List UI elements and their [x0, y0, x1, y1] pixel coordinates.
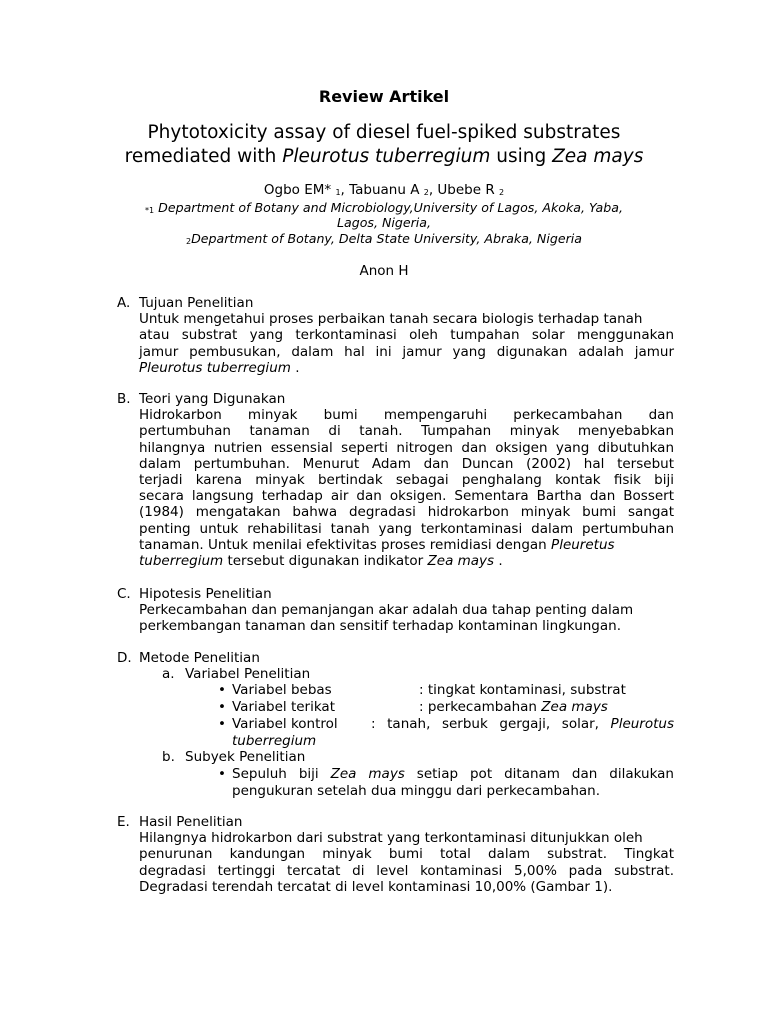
- subject-line: [232, 766, 674, 782]
- section-title: Hipotesis Penelitian: [139, 586, 272, 602]
- section-body: [139, 602, 674, 634]
- body-line: Degradasi terendah tercatat di level kontaminasi 10,00% (Gambar 1).: [139, 878, 613, 895]
- author-1: Ogbo EM*: [263, 182, 332, 198]
- body-line: [139, 360, 674, 376]
- body-line: jamur pembusukan, dalam hal ini jamur yang digunakan adalah jamur: [139, 343, 674, 360]
- variable-value: [371, 716, 674, 732]
- body-text: .: [295, 359, 300, 376]
- variable-label: Variabel bebas: [232, 682, 332, 699]
- section-body: [139, 407, 674, 569]
- bullet-icon: •: [218, 698, 226, 715]
- author-1-affil: 1: [335, 188, 341, 197]
- body-text: tersebut digunakan indikator: [223, 552, 428, 569]
- affiliation-1-text: Department of Botany and Microbiology,University of Lagos, Akoka, Yaba,: [154, 200, 623, 215]
- body-line: terjadi karena minyak bertindak sebagai penghalang kontak fisik biji: [139, 471, 674, 488]
- section-letter: B.: [117, 391, 131, 407]
- body-line: atau substrat yang terkontaminasi oleh tumpahan solar menggunakan: [139, 327, 674, 344]
- affiliation-1: [0, 200, 768, 215]
- body-line: secara langsung terhadap air dan oksigen. Sementara Bartha dan Bossert: [139, 488, 674, 505]
- body-line: dalam pertumbuhan. Menurut Adam dan Duncan (2002) hal tersebut: [139, 455, 674, 472]
- species-name: Zea mays: [330, 766, 405, 782]
- body-line: Perkecambahan dan pemanjangan akar adalah dua tahap penting dalam: [139, 602, 634, 619]
- article-title-line2: [0, 146, 768, 167]
- species-name: tuberregium: [139, 552, 224, 569]
- section-body: [139, 830, 674, 895]
- body-text: Sepuluh biji: [232, 766, 331, 782]
- section-title: Hasil Penelitian: [139, 814, 243, 830]
- reviewer-name: Anon H: [359, 263, 409, 279]
- affiliation-2-mark: 2: [186, 237, 192, 246]
- variable-label: Variabel terikat: [232, 698, 335, 715]
- body-text: .: [498, 552, 503, 569]
- subject-line: pengukuran setelah dua minggu dari perkecambahan.: [232, 783, 600, 799]
- body-line: degradasi tertinggi tercatat di level kontaminasi 5,00% pada substrat.: [139, 862, 674, 879]
- body-line: Untuk mengetahui proses perbaikan tanah secara biologis terhadap tanah: [139, 311, 643, 328]
- section-title: Metode Penelitian: [139, 650, 260, 666]
- body-line: hilangnya nutrien essensial seperti nitrogen dan oksigen yang dibutuhkan: [139, 439, 674, 456]
- species-name: Pleurotus: [610, 716, 674, 732]
- body-line: [139, 553, 674, 569]
- section-body: [139, 311, 674, 376]
- body-text: : tanah, serbuk gergaji, solar,: [371, 716, 611, 732]
- species-name: tuberregium: [232, 733, 317, 749]
- affiliation-1-mark: *1: [145, 206, 155, 215]
- author-3-affil: 2: [499, 188, 505, 197]
- title-species-1: Pleurotus tuberregium: [282, 146, 491, 167]
- title-text: remediated with: [124, 146, 283, 167]
- body-text: setiap pot ditanam dan dilakukan: [404, 766, 674, 782]
- subsection-letter: a.: [162, 666, 175, 683]
- affiliation-2: [0, 231, 768, 246]
- body-text: : perkecambahan: [419, 698, 542, 715]
- body-line: perkembangan tanaman dan sensitif terhadap kontaminan lingkungan.: [139, 618, 621, 635]
- variable-value: [419, 699, 608, 715]
- section-title: Teori yang Digunakan: [139, 391, 286, 407]
- section-letter: D.: [117, 650, 132, 666]
- affiliation-1-cont: Lagos, Nigeria,: [336, 215, 432, 230]
- title-text: using: [490, 146, 553, 167]
- author-2: , Tabuanu A: [340, 182, 420, 198]
- species-name: Zea mays: [541, 698, 608, 715]
- variable-label: Variabel kontrol: [232, 716, 338, 732]
- species-name: Pleuretus: [551, 536, 615, 553]
- species-name: Pleurotus tuberregium: [139, 359, 291, 376]
- body-line: penurunan kandungan minyak bumi total dalam substrat. Tingkat: [139, 846, 674, 863]
- review-label: Review Artikel: [318, 87, 450, 106]
- species-name: Zea mays: [427, 552, 495, 569]
- section-letter: A.: [117, 295, 131, 311]
- body-line: Hilangnya hidrokarbon dari substrat yang terkontaminasi ditunjukkan oleh: [139, 830, 643, 847]
- author-3: , Ubebe R: [428, 182, 495, 198]
- article-title-line1: Phytotoxicity assay of diesel fuel-spiked substrates: [147, 122, 621, 143]
- affiliation-2-text: Department of Botany, Delta State University, Abraka, Nigeria: [191, 231, 582, 246]
- body-line: pertumbuhan tanaman di tanah. Tumpahan minyak menyebabkan: [139, 423, 674, 440]
- body-line: [139, 537, 674, 553]
- subsection-title: Variabel Penelitian: [185, 666, 311, 683]
- author-2-affil: 2: [423, 188, 429, 197]
- body-line: (1984) mengatakan bahwa degradasi hidrokarbon minyak bumi sangat: [139, 504, 674, 521]
- bullet-icon: •: [218, 682, 226, 699]
- section-letter: E.: [117, 814, 130, 830]
- body-text: tanaman. Untuk menilai efektivitas proses remidiasi dengan: [139, 536, 552, 553]
- section-letter: C.: [117, 586, 131, 602]
- title-species-2: Zea mays: [552, 146, 644, 167]
- bullet-icon: •: [218, 716, 226, 732]
- body-line: Hidrokarbon minyak bumi mempengaruhi perkecambahan dan: [139, 407, 674, 424]
- body-line: penting untuk rehabilitasi tanah yang terkontaminasi dalam pertumbuhan: [139, 520, 674, 537]
- subsection-letter: b.: [162, 749, 175, 765]
- author-list: [0, 182, 768, 198]
- section-title: Tujuan Penelitian: [139, 295, 254, 311]
- subsection-title: Subyek Penelitian: [185, 749, 306, 765]
- variable-value: : tingkat kontaminasi, substrat: [419, 682, 626, 699]
- bullet-icon: •: [218, 766, 226, 782]
